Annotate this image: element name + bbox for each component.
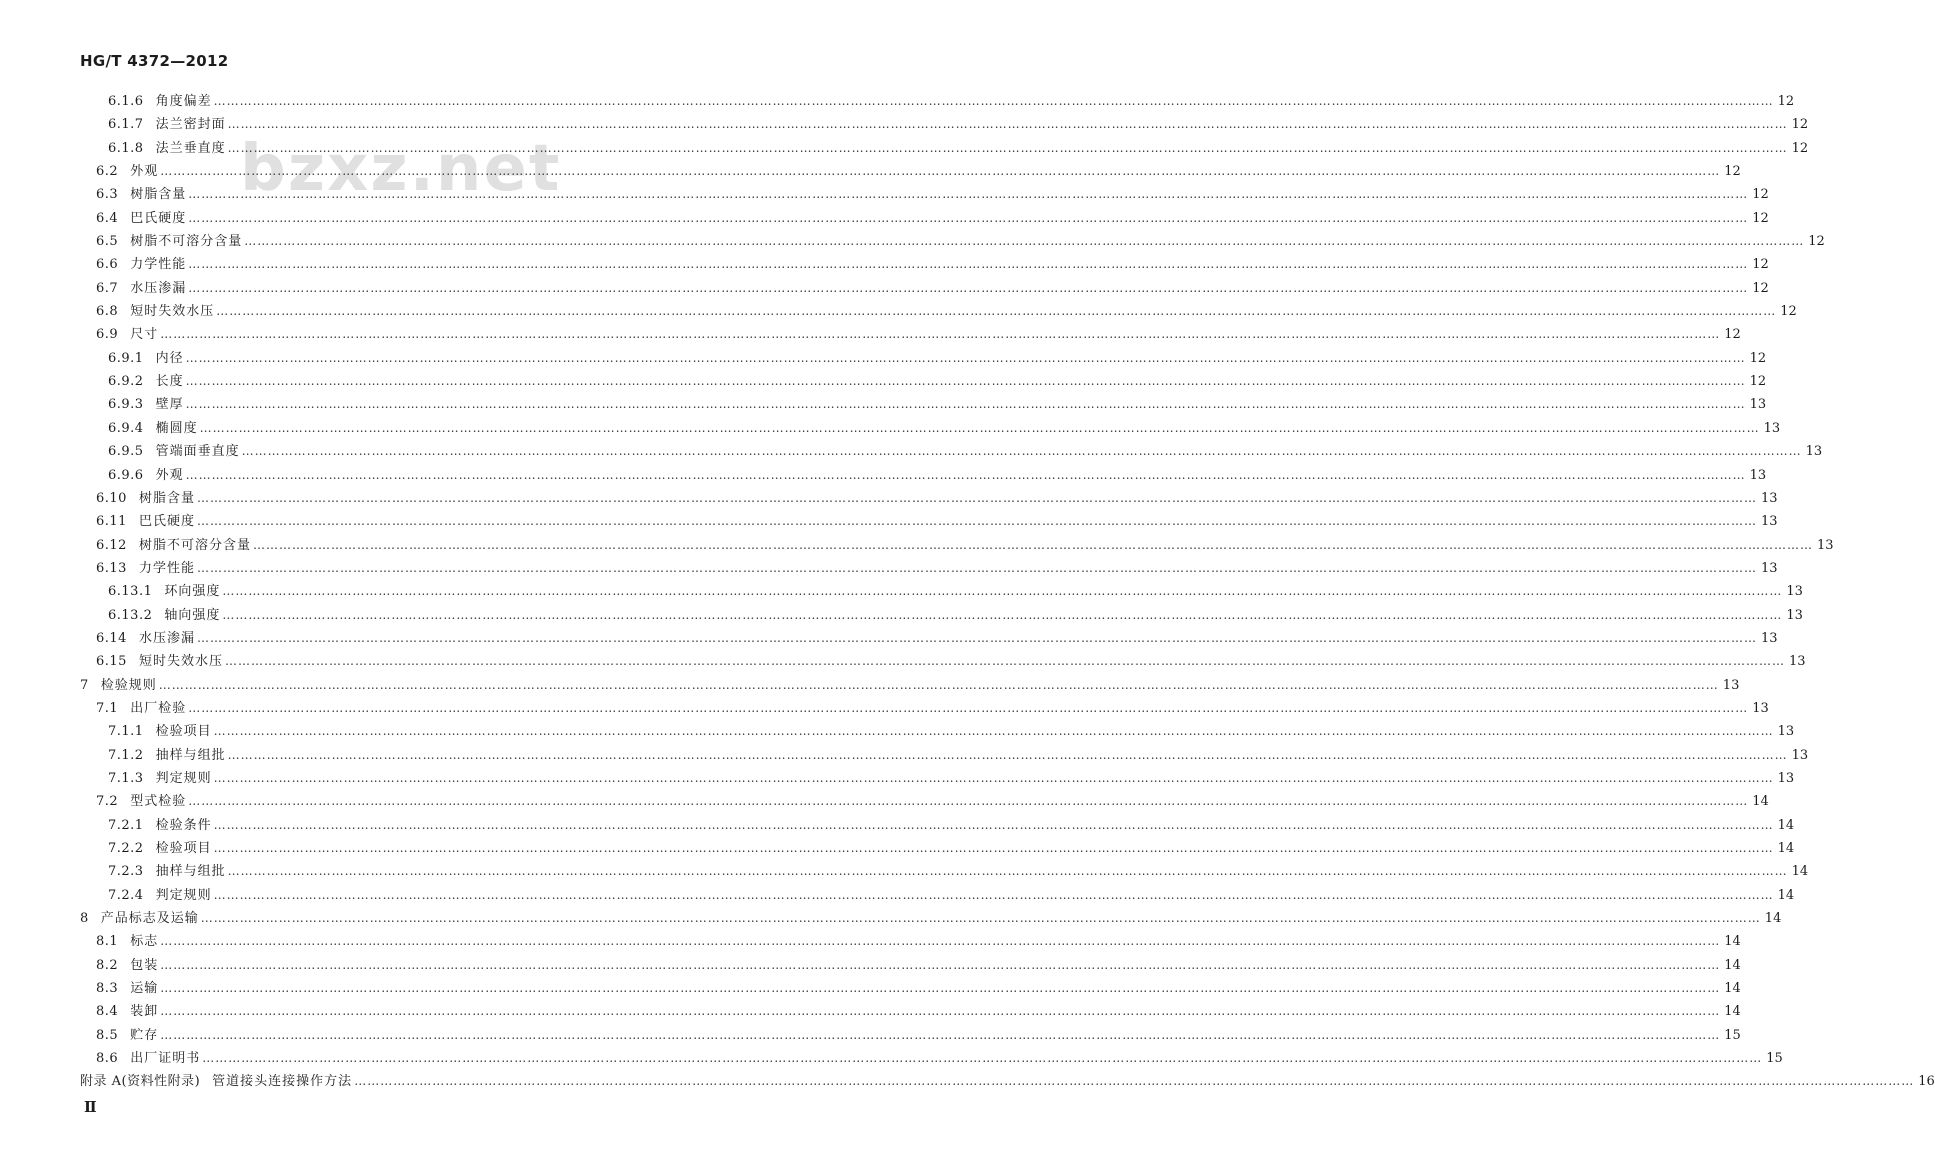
toc-entry-page: 13	[1760, 490, 1778, 506]
toc-entry-title: 环向强度	[164, 584, 221, 600]
toc-dot-leader: ………………………………………………………………………………………………………………………………………………………………………………………………………………………………………………………………………………………………………………………………	[196, 490, 1757, 505]
toc-dot-leader: ………………………………………………………………………………………………………………………………………………………………………………………………………………………………………………………………………………………………………………………………	[160, 957, 1721, 972]
toc-entry-page: 13	[1805, 444, 1823, 460]
toc-entry-title: 产品标志及运输	[100, 911, 199, 927]
toc-entry-number: 7.1.1	[108, 724, 144, 740]
toc-dot-leader: ………………………………………………………………………………………………………………………………………………………………………………………………………………………………………………………………………………………………………………………………	[213, 724, 1774, 739]
toc-entry-number: 6.7	[96, 280, 119, 296]
toc-entry-number: 6.14	[96, 630, 127, 646]
toc-entry[interactable]	[0, 720, 1795, 743]
toc-entry[interactable]	[0, 580, 1803, 603]
toc-entry-title: 外观	[130, 164, 159, 180]
toc-dot-leader: ………………………………………………………………………………………………………………………………………………………………………………………………………………………………………………………………………………………………………………………………	[188, 794, 1749, 809]
toc-entry-title: 标志	[130, 934, 159, 950]
toc-entry-page: 14	[1724, 934, 1741, 950]
toc-entry-page: 12	[1724, 164, 1741, 180]
toc-entry-page: 14	[1791, 864, 1809, 880]
toc-entry[interactable]	[0, 510, 1778, 533]
toc-dot-leader: ………………………………………………………………………………………………………………………………………………………………………………………………………………………………………………………………………………………………………………………………	[222, 607, 1783, 622]
toc-entry-page: 12	[1752, 210, 1769, 226]
toc-entry[interactable]	[0, 323, 1741, 346]
toc-dot-leader: ………………………………………………………………………………………………………………………………………………………………………………………………………………………………………………………………………………………………………………………………	[188, 187, 1749, 202]
toc-entry-number: 6.2	[96, 164, 119, 180]
toc-entry-page: 13	[1786, 607, 1803, 623]
toc-dot-leader: ………………………………………………………………………………………………………………………………………………………………………………………………………………………………………………………………………………………………………………………………	[244, 234, 1805, 249]
toc-entry[interactable]	[0, 90, 1795, 113]
toc-dot-leader: ………………………………………………………………………………………………………………………………………………………………………………………………………………………………………………………………………………………………………………………………	[196, 514, 1757, 529]
toc-entry[interactable]	[0, 907, 1782, 930]
toc-dot-leader: ………………………………………………………………………………………………………………………………………………………………………………………………………………………………………………………………………………………………………………………………	[227, 140, 1788, 155]
toc-entry[interactable]	[0, 557, 1778, 580]
toc-entry[interactable]	[0, 1070, 1935, 1093]
toc-entry[interactable]	[0, 183, 1769, 206]
toc-dot-leader: ………………………………………………………………………………………………………………………………………………………………………………………………………………………………………………………………………………………………………………………………	[213, 94, 1774, 108]
toc-dot-leader: ………………………………………………………………………………………………………………………………………………………………………………………………………………………………………………………………………………………………………………………………	[188, 280, 1749, 295]
toc-entry[interactable]	[0, 627, 1778, 650]
toc-entry-number: 6.9.5	[108, 444, 144, 460]
toc-entry-title: 外观	[155, 467, 184, 483]
toc-entry-number: 6.1.8	[108, 140, 144, 156]
toc-entry[interactable]	[0, 837, 1795, 860]
toc-entry-page: 13	[1760, 514, 1778, 530]
toc-entry-page: 13	[1749, 467, 1767, 483]
toc-entry-page: 13	[1722, 677, 1740, 693]
toc-entry-title: 判定规则	[155, 770, 212, 786]
toc-dot-leader: ………………………………………………………………………………………………………………………………………………………………………………………………………………………………………………………………………………………………………………………………	[222, 584, 1783, 599]
toc-entry[interactable]	[0, 650, 1806, 673]
toc-entry-page: 12	[1808, 234, 1825, 250]
toc-entry-title: 抽样与组批	[155, 864, 226, 880]
toc-dot-leader: ………………………………………………………………………………………………………………………………………………………………………………………………………………………………………………………………………………………………………………………………	[160, 1004, 1721, 1019]
toc-entry-page: 13	[1752, 700, 1769, 716]
toc-entry-number: 8.3	[96, 981, 119, 997]
toc-entry[interactable]	[0, 487, 1778, 510]
toc-entry-title: 尺寸	[130, 327, 159, 343]
toc-entry-title: 力学性能	[130, 257, 187, 273]
toc-entry-page: 14	[1752, 794, 1769, 810]
toc-dot-leader: ………………………………………………………………………………………………………………………………………………………………………………………………………………………………………………………………………………………………………………………………	[196, 630, 1757, 645]
toc-entry-number: 7.2.3	[108, 864, 144, 880]
toc-entry-page: 13	[1777, 724, 1795, 740]
toc-dot-leader: ………………………………………………………………………………………………………………………………………………………………………………………………………………………………………………………………………………………………………………………………	[227, 864, 1788, 879]
toc-entry-number: 6.5	[96, 234, 119, 250]
toc-entry-number: 7.1	[96, 700, 119, 716]
toc-entry-page: 15	[1766, 1051, 1783, 1067]
toc-entry-title: 短时失效水压	[130, 304, 215, 320]
toc-entry-number: 6.9.6	[108, 467, 144, 483]
toc-entry-page: 14	[1777, 887, 1795, 903]
toc-entry-number: 8.2	[96, 957, 119, 973]
toc-entry-page: 13	[1760, 560, 1778, 576]
toc-entry[interactable]	[0, 697, 1769, 720]
toc-entry[interactable]	[0, 790, 1769, 813]
toc-entry[interactable]	[0, 1024, 1741, 1047]
toc-dot-leader: ………………………………………………………………………………………………………………………………………………………………………………………………………………………………………………………………………………………………………………………………	[160, 981, 1721, 996]
toc-entry-number: 7.1.2	[108, 747, 144, 763]
toc-entry-title: 短时失效水压	[138, 654, 223, 670]
toc-entry-page: 12	[1752, 187, 1769, 203]
toc-entry-title: 力学性能	[138, 560, 195, 576]
toc-entry-title: 管端面垂直度	[155, 444, 240, 460]
toc-entry-page: 14	[1724, 1004, 1741, 1020]
toc-dot-leader: ………………………………………………………………………………………………………………………………………………………………………………………………………………………………………………………………………………………………………………………………	[188, 257, 1749, 272]
toc-entry-title: 椭圆度	[155, 420, 198, 436]
toc-entry-page: 12	[1780, 304, 1797, 320]
toc-entry[interactable]	[0, 1047, 1783, 1070]
toc-entry-number: 6.1.7	[108, 117, 144, 133]
toc-entry-title: 巴氏硬度	[130, 210, 187, 226]
toc-dot-leader: ………………………………………………………………………………………………………………………………………………………………………………………………………………………………………………………………………………………………………………………………	[213, 887, 1774, 902]
toc-entry[interactable]	[0, 884, 1795, 907]
toc-dot-leader: ………………………………………………………………………………………………………………………………………………………………………………………………………………………………………………………………………………………………………………………………	[213, 817, 1774, 832]
toc-entry-title: 法兰密封面	[155, 117, 226, 133]
toc-entry-title: 轴向强度	[164, 607, 221, 623]
toc-entry-number: 6.13.1	[108, 584, 153, 600]
toc-entry-page: 13	[1788, 654, 1806, 670]
toc-entry[interactable]	[0, 767, 1795, 790]
toc-dot-leader: ………………………………………………………………………………………………………………………………………………………………………………………………………………………………………………………………………………………………………………………………	[160, 934, 1721, 949]
toc-entry-title: 树脂不可溶分含量	[130, 234, 243, 250]
toc-entry-number: 附录 A(资料性附录)	[80, 1074, 201, 1090]
toc-dot-leader: ………………………………………………………………………………………………………………………………………………………………………………………………………………………………………………………………………………………………………………………………	[200, 911, 1761, 926]
toc-entry-page: 14	[1724, 957, 1741, 973]
toc-dot-leader: ………………………………………………………………………………………………………………………………………………………………………………………………………………………………………………………………………………………………………………………………	[185, 397, 1746, 412]
toc-entry-page: 14	[1764, 911, 1782, 927]
toc-entry-number: 7.2.2	[108, 841, 144, 856]
toc-dot-leader: ………………………………………………………………………………………………………………………………………………………………………………………………………………………………………………………………………………………………………………………………	[185, 374, 1746, 389]
toc-dot-leader: ………………………………………………………………………………………………………………………………………………………………………………………………………………………………………………………………………………………………………………………………	[188, 210, 1749, 225]
toc-entry-title: 包装	[130, 957, 159, 973]
toc-dot-leader: ………………………………………………………………………………………………………………………………………………………………………………………………………………………………………………………………………………………………………………………………	[241, 444, 1802, 459]
toc-entry-page: 14	[1777, 817, 1795, 833]
toc-dot-leader: ………………………………………………………………………………………………………………………………………………………………………………………………………………………………………………………………………………………………………………………………	[185, 350, 1746, 365]
toc-entry[interactable]	[0, 370, 1767, 393]
watermark: bzxz.net	[240, 132, 562, 206]
toc-entry-page: 12	[1749, 374, 1767, 390]
toc-entry-page: 14	[1777, 841, 1795, 856]
toc-entry-title: 树脂含量	[138, 490, 195, 506]
toc-entry[interactable]	[0, 440, 1823, 463]
table-of-contents	[0, 90, 1935, 1094]
toc-entry-number: 8.6	[96, 1051, 119, 1067]
toc-entry[interactable]	[0, 674, 1740, 697]
toc-entry-page: 12	[1752, 280, 1769, 296]
toc-entry[interactable]	[0, 393, 1767, 416]
toc-entry-number: 6.9.4	[108, 420, 144, 436]
toc-entry-title: 树脂含量	[130, 187, 187, 203]
toc-entry-title: 内径	[155, 350, 184, 366]
toc-dot-leader: ………………………………………………………………………………………………………………………………………………………………………………………………………………………………………………………………………………………………………………………………	[252, 537, 1813, 552]
toc-entry-title: 出厂检验	[130, 700, 187, 716]
toc-entry-number: 6.9	[96, 327, 119, 343]
document-code: HG/T 4372—2012	[80, 52, 229, 70]
toc-entry-page: 13	[1760, 630, 1778, 646]
toc-entry-page: 13	[1777, 770, 1795, 786]
toc-entry-page: 15	[1724, 1027, 1741, 1043]
toc-entry-number: 8.5	[96, 1027, 119, 1043]
toc-entry[interactable]	[0, 954, 1741, 977]
toc-entry-number: 6.12	[96, 537, 127, 553]
toc-entry-number: 6.4	[96, 210, 119, 226]
toc-entry-page: 13	[1816, 537, 1834, 553]
toc-entry[interactable]	[0, 464, 1767, 487]
toc-entry-title: 水压渗漏	[130, 280, 187, 296]
toc-entry-number: 6.11	[96, 514, 127, 530]
toc-entry[interactable]	[0, 860, 1809, 883]
toc-entry[interactable]	[0, 160, 1741, 183]
toc-entry-number: 6.8	[96, 304, 119, 320]
toc-entry[interactable]	[0, 930, 1741, 953]
toc-entry-title: 树脂不可溶分含量	[138, 537, 251, 553]
toc-dot-leader: ………………………………………………………………………………………………………………………………………………………………………………………………………………………………………………………………………………………………………………………………	[185, 467, 1746, 482]
toc-entry-title: 抽样与组批	[155, 747, 226, 763]
toc-entry-title: 检验项目	[155, 724, 212, 740]
toc-entry-number: 6.6	[96, 257, 119, 273]
toc-dot-leader: ………………………………………………………………………………………………………………………………………………………………………………………………………………………………………………………………………………………………………………………………	[227, 117, 1788, 132]
toc-entry[interactable]	[0, 534, 1834, 557]
toc-entry-number: 6.9.3	[108, 397, 144, 413]
toc-entry-number: 8.4	[96, 1004, 119, 1020]
toc-entry[interactable]	[0, 300, 1797, 323]
toc-entry-page: 12	[1752, 257, 1769, 273]
toc-entry-number: 6.1.6	[108, 94, 144, 109]
toc-entry-page: 13	[1786, 584, 1803, 600]
toc-entry[interactable]	[0, 277, 1769, 300]
toc-dot-leader: ………………………………………………………………………………………………………………………………………………………………………………………………………………………………………………………………………………………………………………………………	[196, 560, 1757, 575]
toc-entry-page: 12	[1749, 350, 1767, 366]
toc-dot-leader: ………………………………………………………………………………………………………………………………………………………………………………………………………………………………………………………………………………………………………………………………	[354, 1074, 1915, 1089]
toc-dot-leader: ………………………………………………………………………………………………………………………………………………………………………………………………………………………………………………………………………………………………………………………………	[216, 304, 1777, 319]
toc-entry-number: 8	[80, 911, 89, 927]
toc-entry-title: 运输	[130, 981, 159, 997]
toc-entry[interactable]	[0, 347, 1767, 370]
toc-dot-leader: ………………………………………………………………………………………………………………………………………………………………………………………………………………………………………………………………………………………………………………………………	[160, 164, 1721, 179]
toc-dot-leader: ………………………………………………………………………………………………………………………………………………………………………………………………………………………………………………………………………………………………………………………………	[160, 327, 1721, 342]
toc-entry-number: 8.1	[96, 934, 119, 950]
toc-entry-title: 贮存	[130, 1027, 159, 1043]
toc-entry[interactable]	[0, 253, 1769, 276]
toc-entry-number: 7.2.4	[108, 887, 144, 903]
toc-entry-title: 装卸	[130, 1004, 159, 1020]
toc-entry[interactable]	[0, 977, 1741, 1000]
toc-dot-leader: ………………………………………………………………………………………………………………………………………………………………………………………………………………………………………………………………………………………………………………………………	[213, 770, 1774, 785]
toc-entry-number: 6.10	[96, 490, 127, 506]
toc-entry-title: 长度	[155, 374, 184, 390]
toc-dot-leader: ………………………………………………………………………………………………………………………………………………………………………………………………………………………………………………………………………………………………………………………………	[188, 700, 1749, 715]
toc-entry-page: 12	[1777, 94, 1795, 109]
toc-entry-number: 6.15	[96, 654, 127, 670]
toc-entry-number: 7.2	[96, 794, 119, 810]
toc-entry-title: 检验项目	[155, 841, 212, 856]
toc-entry-title: 角度偏差	[155, 94, 212, 109]
toc-entry-title: 检验规则	[100, 677, 157, 693]
toc-entry-page: 13	[1791, 747, 1809, 763]
toc-entry-page: 13	[1763, 420, 1781, 436]
toc-entry-number: 6.9.1	[108, 350, 144, 366]
toc-dot-leader: ………………………………………………………………………………………………………………………………………………………………………………………………………………………………………………………………………………………………………………………………	[224, 654, 1785, 669]
toc-entry[interactable]	[0, 207, 1769, 230]
toc-entry[interactable]	[0, 1000, 1741, 1023]
toc-entry-page: 12	[1724, 327, 1741, 343]
toc-entry[interactable]	[0, 417, 1781, 440]
toc-entry-number: 7.1.3	[108, 770, 144, 786]
toc-entry-title: 壁厚	[155, 397, 184, 413]
toc-entry-number: 6.3	[96, 187, 119, 203]
toc-entry[interactable]	[0, 744, 1809, 767]
toc-entry[interactable]	[0, 814, 1795, 837]
toc-entry-title: 巴氏硬度	[138, 514, 195, 530]
toc-entry-title: 法兰垂直度	[155, 140, 226, 156]
toc-dot-leader: ………………………………………………………………………………………………………………………………………………………………………………………………………………………………………………………………………………………………………………………………	[213, 841, 1774, 855]
toc-entry-page: 12	[1791, 140, 1809, 156]
toc-entry-page: 12	[1791, 117, 1809, 133]
toc-entry-title: 检验条件	[155, 817, 212, 833]
toc-entry-number: 7.2.1	[108, 817, 144, 833]
toc-dot-leader: ………………………………………………………………………………………………………………………………………………………………………………………………………………………………………………………………………………………………………………………………	[160, 1027, 1721, 1042]
toc-entry-title: 判定规则	[155, 887, 212, 903]
toc-entry-page: 13	[1749, 397, 1767, 413]
toc-entry-title: 水压渗漏	[138, 630, 195, 646]
toc-entry-page: 16	[1918, 1074, 1935, 1090]
toc-entry-page: 14	[1724, 981, 1741, 997]
toc-entry-title: 管道接头连接操作方法	[212, 1074, 353, 1090]
toc-entry-title: 型式检验	[130, 794, 187, 810]
toc-dot-leader: ………………………………………………………………………………………………………………………………………………………………………………………………………………………………………………………………………………………………………………………………	[227, 747, 1788, 762]
toc-dot-leader: ………………………………………………………………………………………………………………………………………………………………………………………………………………………………………………………………………………………………………………………………	[202, 1051, 1763, 1066]
toc-entry[interactable]	[0, 230, 1825, 253]
toc-entry[interactable]	[0, 113, 1809, 136]
page-numeral: Ⅱ	[84, 1098, 97, 1116]
toc-dot-leader: ………………………………………………………………………………………………………………………………………………………………………………………………………………………………………………………………………………………………………………………………	[199, 420, 1760, 435]
toc-entry-number: 6.13.2	[108, 607, 153, 623]
toc-entry-title: 出厂证明书	[130, 1051, 201, 1067]
toc-dot-leader: ………………………………………………………………………………………………………………………………………………………………………………………………………………………………………………………………………………………………………………………………	[158, 677, 1719, 692]
toc-entry-number: 7	[80, 677, 89, 693]
toc-entry[interactable]	[0, 137, 1809, 160]
toc-entry[interactable]	[0, 604, 1803, 627]
toc-entry-number: 6.13	[96, 560, 127, 576]
toc-entry-number: 6.9.2	[108, 374, 144, 390]
